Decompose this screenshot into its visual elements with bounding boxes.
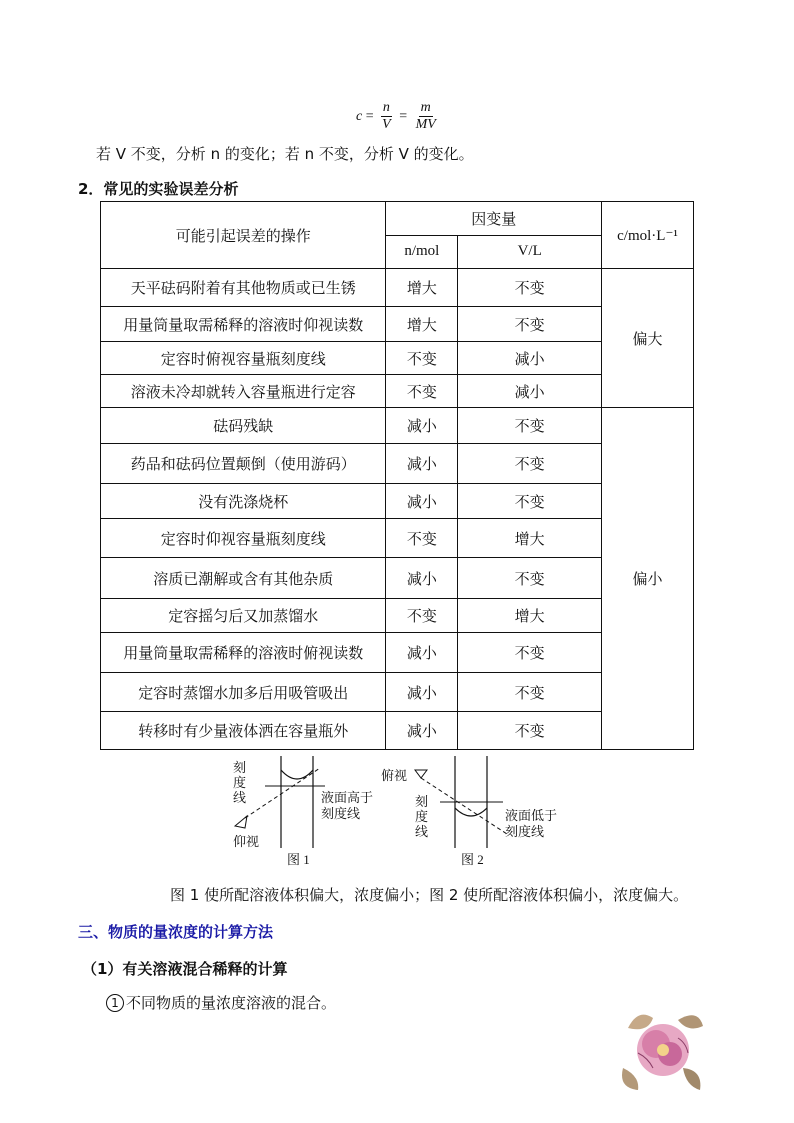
fraction-n-over-V <box>380 100 393 133</box>
fig1-scale-char2: 度 <box>233 775 247 790</box>
fraction-m-over-MV <box>414 100 438 133</box>
section2-title: 2．常见的实验误差分析 <box>78 180 239 198</box>
fig1-label: 图 1 <box>287 852 310 867</box>
group-low: 偏小 <box>602 408 694 750</box>
row-op: 溶质已潮解或含有其他杂质 <box>101 558 386 599</box>
row-op: 定容时仰视容量瓶刻度线 <box>101 519 386 558</box>
fig1-note1: 液面高于 <box>321 790 374 805</box>
fig2-scale-char3: 线 <box>415 824 429 839</box>
fig2-note2: 刻度线 <box>505 824 545 839</box>
row-V: 增大 <box>458 599 602 633</box>
row-op: 定容时蒸馏水加多后用吸管吸出 <box>101 673 386 712</box>
figure1-diagram <box>233 756 373 867</box>
row-op: 用量筒量取需稀释的溶液时俯视读数 <box>101 633 386 673</box>
row-op: 没有洗涤烧杯 <box>101 484 386 519</box>
fig1-sight-line <box>245 768 320 818</box>
section3-title: 三、物质的量浓度的计算方法 <box>78 923 274 941</box>
fig2-note1: 液面低于 <box>505 808 558 823</box>
row-V: 减小 <box>458 342 602 375</box>
row-V: 减小 <box>458 375 602 408</box>
fig1-view-label: 仰视 <box>233 834 260 849</box>
row-n: 增大 <box>386 269 458 307</box>
row-op: 用量筒量取需稀释的溶液时仰视读数 <box>101 307 386 342</box>
row-V: 增大 <box>458 519 602 558</box>
concentration-formula: c = $\frac{n}{V}$ = $\frac{m}{MV}$ <box>356 100 436 132</box>
formula-n: n <box>382 100 390 115</box>
group-high: 偏大 <box>602 269 694 408</box>
formula-MV: MV <box>415 117 436 132</box>
row-n: 减小 <box>386 444 458 484</box>
figure-caption: 图 1 使所配溶液体积偏大，浓度偏小；图 2 使所配溶液体积偏小，浓度偏大。 <box>170 886 689 904</box>
fig1-eye-icon <box>235 816 247 828</box>
row-n: 增大 <box>386 307 458 342</box>
row-op: 转移时有少量液体洒在容量瓶外 <box>101 712 386 750</box>
error-analysis-table <box>100 201 694 750</box>
row-op: 砝码残缺 <box>101 408 386 444</box>
row-op: 定容时俯视容量瓶刻度线 <box>101 342 386 375</box>
row-V: 不变 <box>458 444 602 484</box>
row-n: 减小 <box>386 408 458 444</box>
fig2-scale-char2: 度 <box>415 809 429 824</box>
fig2-view-label: 俯视 <box>381 768 408 783</box>
row-n: 减小 <box>386 673 458 712</box>
row-n: 减小 <box>386 712 458 750</box>
row-V: 不变 <box>458 408 602 444</box>
row-V: 不变 <box>458 269 602 307</box>
row-n: 不变 <box>386 342 458 375</box>
row-op: 溶液未冷却就转入容量瓶进行定容 <box>101 375 386 408</box>
flower-decoration-icon <box>608 998 718 1098</box>
fig2-label: 图 2 <box>461 852 484 867</box>
fig1-note2: 刻度线 <box>321 806 361 821</box>
fig2-sight-line <box>421 778 507 834</box>
row-n: 不变 <box>386 599 458 633</box>
row-op: 天平砝码附着有其他物质或已生锈 <box>101 269 386 307</box>
figure2-diagram <box>381 756 557 867</box>
item1 <box>106 992 336 1013</box>
row-n: 不变 <box>386 375 458 408</box>
header-dependent-variable: 因变量 <box>386 202 602 236</box>
subsection1-title: （1）有关溶液混合稀释的计算 <box>82 960 288 978</box>
fig1-scale-char3: 线 <box>233 790 247 805</box>
fig1-scale-char1: 刻 <box>233 760 247 775</box>
row-op: 定容摇匀后又加蒸馏水 <box>101 599 386 633</box>
row-n: 不变 <box>386 519 458 558</box>
row-V: 不变 <box>458 307 602 342</box>
header-concentration: c/mol·L⁻¹ <box>602 202 694 269</box>
row-V: 不变 <box>458 712 602 750</box>
header-V: V/L <box>458 235 602 269</box>
fig2-meniscus <box>455 808 487 816</box>
formula-V: V <box>382 117 391 132</box>
fig1-meniscus <box>281 770 313 779</box>
item1-number: 1 <box>106 994 124 1012</box>
row-V: 不变 <box>458 558 602 599</box>
formula-c: c <box>356 108 363 124</box>
fig2-eye-icon <box>415 770 427 778</box>
item1-text: 不同物质的量浓度溶液的混合。 <box>126 994 337 1012</box>
row-n: 减小 <box>386 558 458 599</box>
row-n: 减小 <box>386 484 458 519</box>
row-V: 不变 <box>458 484 602 519</box>
row-n: 减小 <box>386 633 458 673</box>
header-operation: 可能引起误差的操作 <box>101 202 386 269</box>
fig2-scale-char1: 刻 <box>415 794 429 809</box>
row-V: 不变 <box>458 673 602 712</box>
header-n: n/mol <box>386 235 458 269</box>
meniscus-figures <box>225 756 585 874</box>
intro-line: 若 V 不变，分析 n 的变化；若 n 不变，分析 V 的变化。 <box>96 145 474 163</box>
formula-m: m <box>420 100 431 115</box>
row-V: 不变 <box>458 633 602 673</box>
row-op: 药品和砝码位置颠倒（使用游码） <box>101 444 386 484</box>
